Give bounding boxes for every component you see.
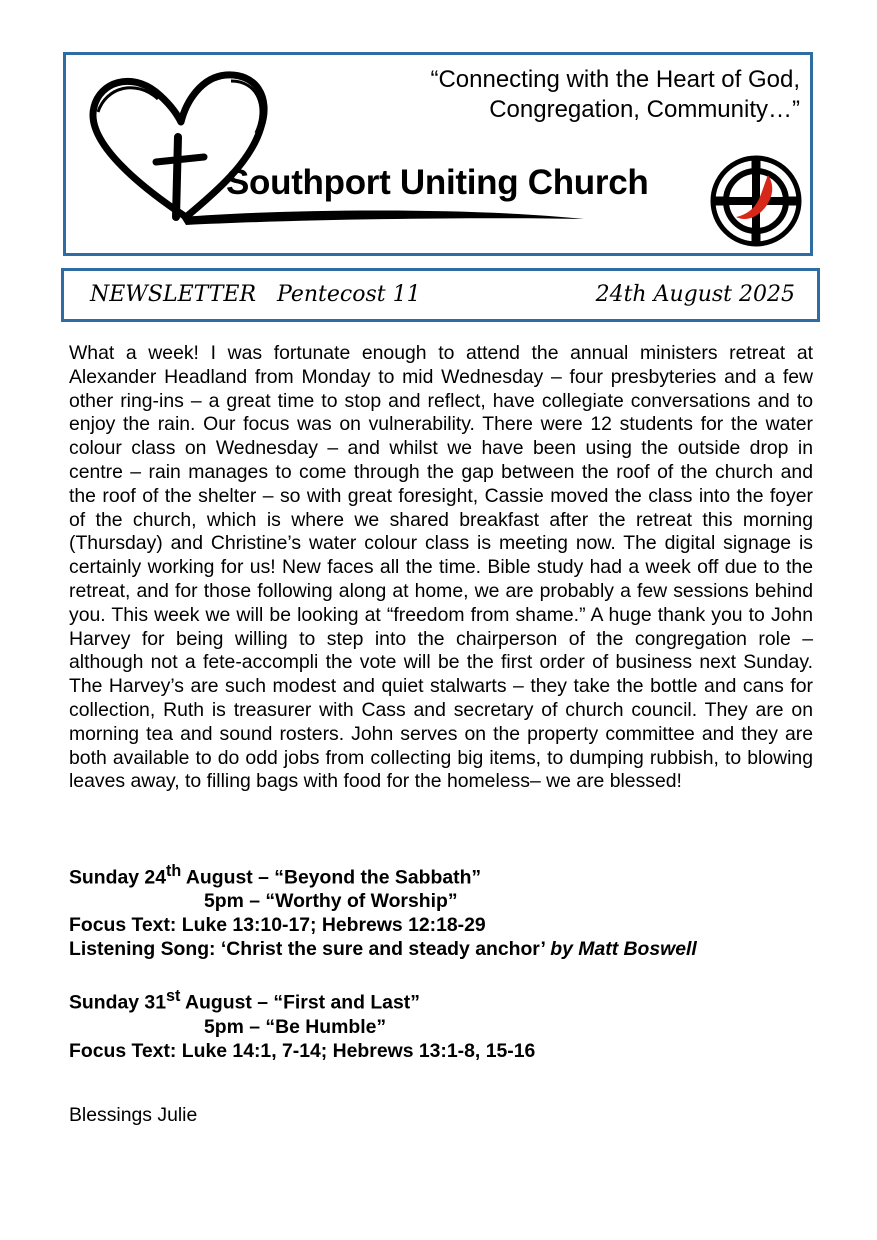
service-heading (69, 985, 829, 1015)
song-title: ‘Christ the sure and steady anchor’ (220, 937, 551, 960)
listening-song (69, 938, 829, 962)
signoff: Blessings Julie (69, 1104, 198, 1126)
newsletter-banner (61, 268, 820, 322)
service-day: Sunday 24 (69, 866, 166, 889)
service-evening: 5pm – “Worthy of Worship” (204, 890, 458, 913)
service-ordinal: st (166, 987, 181, 1006)
service-evening: 5pm – “Be Humble” (204, 1015, 387, 1038)
newsletter-title: NEWSLETTER Pentecost 11 (90, 282, 421, 307)
minister-message: What a week! I was fortunate enough to attend the annual ministers retreat at Alexander Headland from Monday to mid Wednesday – four presbyteries and a few other ring-ins – a great time to stop and reflect, have collegiate conversations and to enjoy the rain. Our focus was on vulnerability. There were 12 students for the water colour class on Wednesday – and whilst we have been using the outside drop in centre – rain manages to come through the gap between the roof of the church and the roof of the shelter – so with great foresight, Cassie moved the class into the foyer of the church, which is where we shared breakfast after the retreat this morning (Thursday) and Christine’s water colour class is meeting now. The digital signage is certainly working for us! New faces all the time. Bible study had a week off due to the retreat, and for those following along at home, we are probably a few sessions behind you. This week we will be looking at “freedom from shame.” A huge thank you to John Harvey for being willing to step into the chairperson of the congregation role – although not a fete-accompli the vote will be the first order of business next Sunday. The Harvey’s are such modest and quiet stalwarts – they take the bottle and cans for collection, Ruth is treasurer with Cass and secretary of church council. They are on morning tea and sound rosters. John serves on the property committee and they are both available to do odd jobs from collecting big items, to dumping rubbish, to blowing leaves away, to filling bags with food for the homeless– we are blessed! (69, 342, 813, 793)
tagline-line-2: Congregation, Community…” (489, 96, 800, 123)
service-title: August – “First and Last” (180, 991, 420, 1014)
church-name: Southport Uniting Church (226, 163, 649, 202)
song-artist: by Matt Boswell (550, 937, 697, 960)
tagline-line-1: “Connecting with the Heart of God, (430, 66, 800, 93)
masthead (63, 52, 813, 256)
service-ordinal: th (166, 862, 182, 880)
uniting-church-emblem-icon (710, 155, 802, 247)
service-title: August – “Beyond the Sabbath” (181, 866, 482, 889)
service-heading (69, 860, 829, 890)
service-focus-text: Focus Text: Luke 14:1, 7-14; Hebrews 13:1-8, 15-16 (69, 1039, 536, 1062)
song-label: Listening Song: (69, 937, 221, 960)
newsletter-date: 24th August 2025 (595, 282, 795, 307)
service-schedule (69, 860, 829, 1063)
service-day: Sunday 31 (69, 991, 166, 1014)
tagline (430, 65, 800, 125)
service-focus-text: Focus Text: Luke 13:10-17; Hebrews 12:18-29 (69, 914, 486, 937)
